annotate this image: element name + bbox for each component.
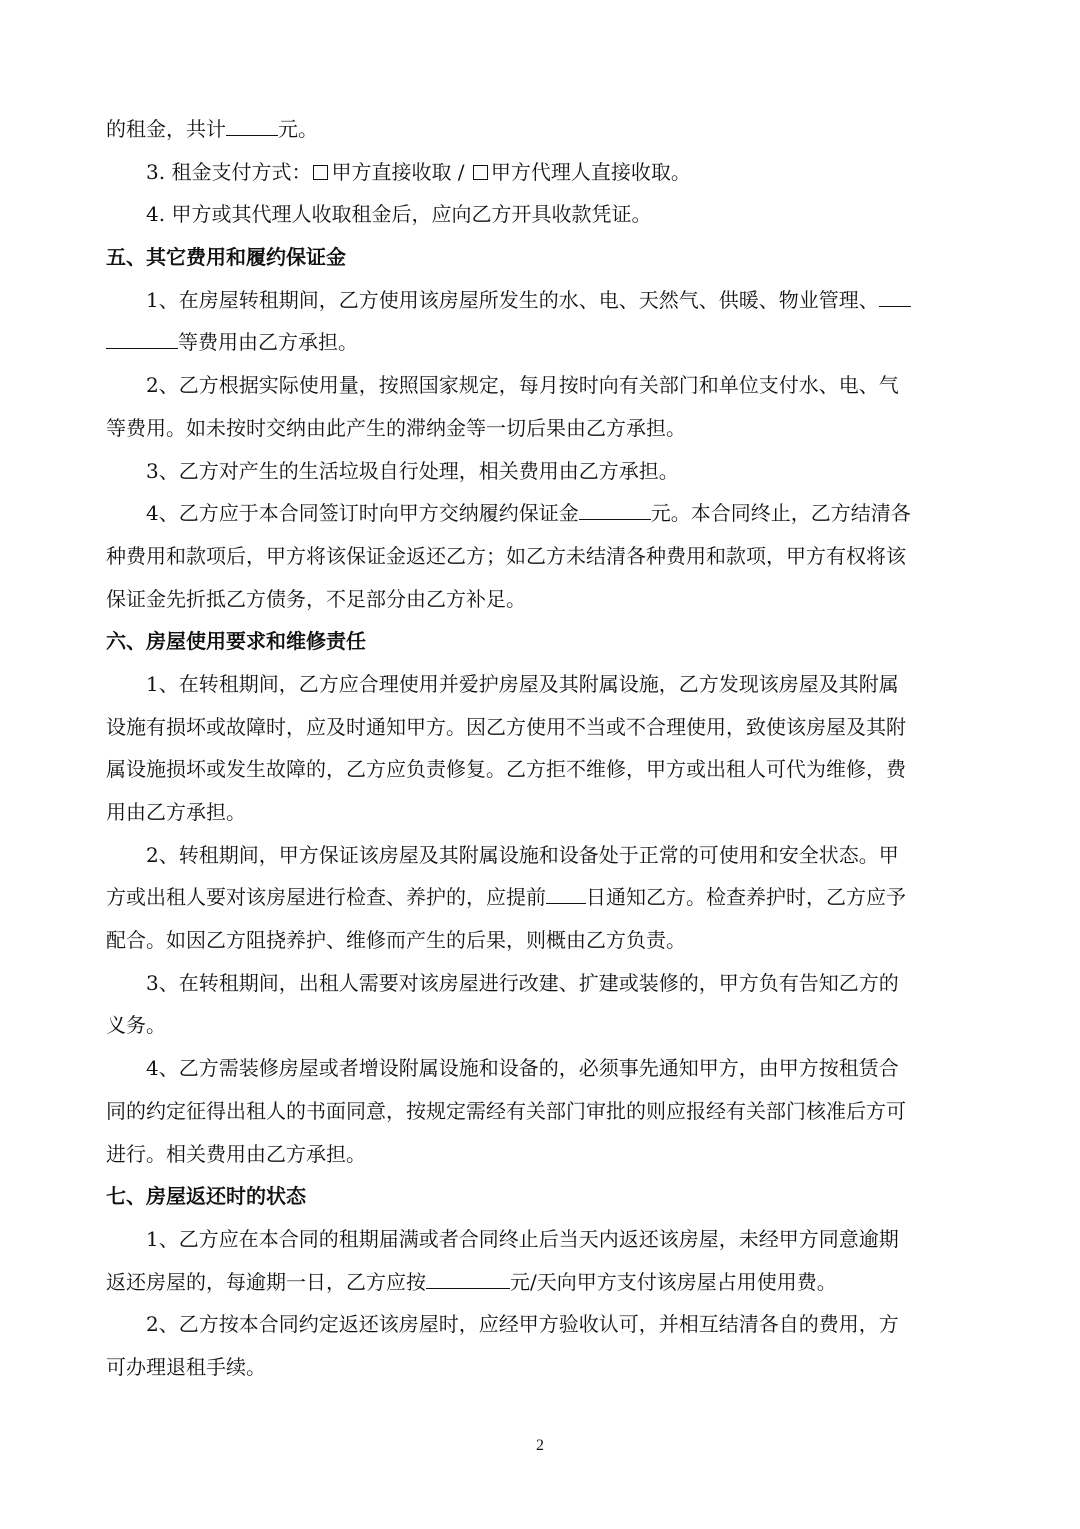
sec6-clause1-line3: 属设施损坏或发生故障的，乙方应负责修复。乙方拒不维修，甲方或出租人可代为维修，费 xyxy=(106,757,906,782)
sec5-clause1-line1: 1、在房屋转租期间，乙方使用该房屋所发生的水、电、天然气、供暖、物业管理、 xyxy=(106,279,976,322)
deposit-amount-blank[interactable] xyxy=(579,497,651,520)
sec7-clause1-line2: 返还房屋的，每逾期一日，乙方应按 元/天向甲方支付该房屋占用使用费。 xyxy=(106,1261,976,1304)
sec5-clause4-line3: 保证金先折抵乙方债务，不足部分由乙方补足。 xyxy=(106,586,526,611)
direct-collection-checkbox[interactable] xyxy=(313,165,328,180)
section-7-heading: 七、房屋返还时的状态 xyxy=(106,1184,306,1209)
page-number: 2 xyxy=(536,1437,544,1454)
sec5-clause4-line1: 4、乙方应于本合同签订时向甲方交纳履约保证金 元。本合同终止，乙方结清各 xyxy=(106,492,976,535)
sec6-clause4-line1: 4、乙方需装修房屋或者增设附属设施和设备的，必须事先通知甲方，由甲方按租赁合 xyxy=(146,1056,899,1081)
agent-collection-checkbox[interactable] xyxy=(473,165,488,180)
section-6-heading: 六、房屋使用要求和维修责任 xyxy=(106,629,366,654)
rent-total-line: 的租金，共计 元。 xyxy=(106,108,976,151)
sec6-clause3-line1: 3、在转租期间，出租人需要对该房屋进行改建、扩建或装修的，甲方负有告知乙方的 xyxy=(146,970,899,995)
sec6-clause2-line1: 2、转租期间，甲方保证该房屋及其附属设施和设备处于正常的可使用和安全状态。甲 xyxy=(146,842,899,867)
sec6-clause4-line3: 进行。相关费用由乙方承担。 xyxy=(106,1141,366,1166)
sec6-clause2-line3: 配合。如因乙方阻挠养护、维修而产生的后果，则概由乙方负责。 xyxy=(106,928,686,953)
sec5-clause2-line2: 等费用。如未按时交纳由此产生的滞纳金等一切后果由乙方承担。 xyxy=(106,415,686,440)
sec5-clause2-line1: 2、乙方根据实际使用量，按照国家规定，每月按时向有关部门和单位支付水、电、气 xyxy=(146,373,899,398)
receipt-clause: 4. 甲方或其代理人收取租金后，应向乙方开具收款凭证。 xyxy=(146,202,652,227)
sec5-clause4-line2: 种费用和款项后，甲方将该保证金返还乙方；如乙方未结清各种费用和款项，甲方有权将该 xyxy=(106,543,906,568)
sec7-clause2-line2: 可办理退租手续。 xyxy=(106,1354,266,1379)
sec6-clause4-line2: 同的约定征得出租人的书面同意，按规定需经有关部门审批的则应报经有关部门核准后方可 xyxy=(106,1098,906,1123)
other-fees-blank-1[interactable] xyxy=(879,284,911,307)
sec6-clause1-line2: 设施有损坏或故障时，应及时通知甲方。因乙方使用不当或不合理使用，致使该房屋及其附 xyxy=(106,714,906,739)
notice-days-blank[interactable] xyxy=(546,881,586,904)
section-5-heading: 五、其它费用和履约保证金 xyxy=(106,245,346,270)
payment-method-line: 3. 租金支付方式： 甲方直接收取 / 甲方代理人直接收取。 xyxy=(146,159,691,184)
sec6-clause1-line1: 1、在转租期间，乙方应合理使用并爱护房屋及其附属设施，乙方发现该房屋及其附属 xyxy=(146,671,899,696)
contract-page xyxy=(106,108,976,1389)
sec6-clause3-line2: 义务。 xyxy=(106,1013,166,1038)
sec7-clause1-line1: 1、乙方应在本合同的租期届满或者合同终止后当天内返还该房屋，未经甲方同意逾期 xyxy=(146,1226,899,1251)
daily-fee-blank[interactable] xyxy=(426,1266,510,1289)
sec7-clause2-line1: 2、乙方按本合同约定返还该房屋时，应经甲方验收认可，并相互结清各自的费用，方 xyxy=(146,1312,899,1337)
other-fees-blank-2[interactable] xyxy=(106,326,178,349)
rent-total-blank[interactable] xyxy=(226,113,278,136)
sec6-clause1-line4: 用由乙方承担。 xyxy=(106,800,246,824)
sec5-clause3: 3、乙方对产生的生活垃圾自行处理，相关费用由乙方承担。 xyxy=(146,458,679,483)
sec5-clause1-line2: 等费用由乙方承担。 xyxy=(106,321,976,364)
sec6-clause2-line2: 方或出租人要对该房屋进行检查、养护的，应提前 日通知乙方。检查养护时，乙方应予 xyxy=(106,876,976,919)
